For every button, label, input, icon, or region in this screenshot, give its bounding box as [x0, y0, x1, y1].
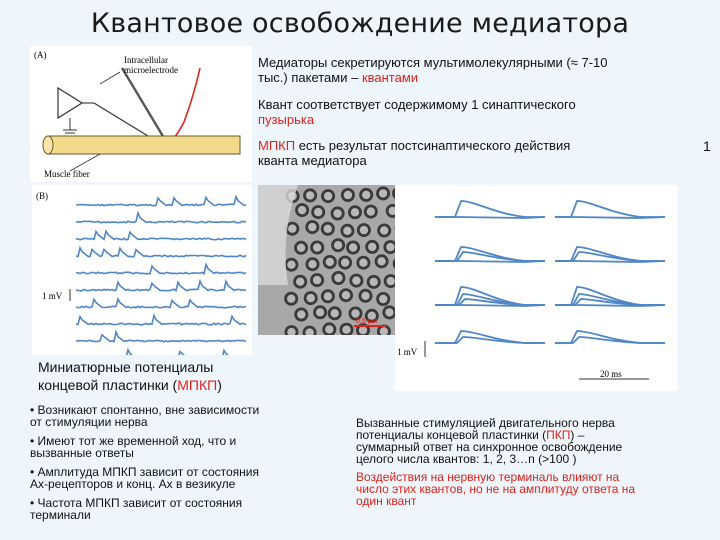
- mepp-caption-box: [32, 355, 252, 399]
- vesicle-lumen: [298, 206, 306, 214]
- epp-term: ПКП: [546, 428, 571, 442]
- vesicle-lumen: [324, 292, 332, 300]
- bullet-4-line2: терминали: [30, 508, 91, 522]
- epp-trace: [435, 261, 545, 262]
- mepp-scale-label: 1 mV: [42, 291, 63, 301]
- mepp-caption-line1: Миниатюрные потенциалы: [38, 359, 214, 375]
- vesicle-lumen: [308, 223, 316, 231]
- electrode-diagram: [30, 46, 252, 182]
- mepp-trace: [76, 213, 246, 223]
- mepp-trace: [76, 316, 246, 325]
- intro-p1-line2: [258, 70, 688, 85]
- bullet-1-line1: • Возникают спонтанно, вне зависимости: [30, 403, 260, 417]
- panel-b-label: (B): [36, 191, 48, 201]
- vesicle-lumen: [308, 260, 316, 268]
- intro-p2-line1: Квант соответствует содержимому 1 синаптического: [258, 97, 576, 112]
- epp-trace: [435, 201, 545, 217]
- vesicle-lumen: [287, 261, 295, 269]
- microelectrode: [122, 68, 164, 138]
- mepp-trace-group: [76, 197, 246, 359]
- intro-p3-line2: кванта медиатора: [258, 153, 367, 168]
- vesicle-lumen: [326, 258, 334, 266]
- electrode-label-pointer: [100, 72, 120, 84]
- epp-trace: [555, 217, 665, 218]
- vesicle-lumen: [297, 244, 305, 252]
- mepp-trace: [76, 281, 246, 291]
- epp-text-line4: целого числа квантов: 1, 2, 3…n (>100 ): [356, 452, 577, 466]
- muscle-fiber-end: [43, 136, 53, 154]
- mepp-caption: [32, 355, 252, 397]
- bullet-1-line2: от стимуляции нерва: [30, 415, 148, 429]
- epp-trace-group: [435, 201, 665, 343]
- bullet-3-line1: • Амплитуда МПКП зависит от состояния: [30, 465, 260, 479]
- electrode-diagram-panel: [30, 46, 252, 182]
- vesicle-lumen: [334, 241, 342, 249]
- intro-paragraph-3: [258, 138, 688, 168]
- vesicle-lumen: [386, 243, 394, 251]
- vesicle-lumen: [287, 295, 295, 303]
- vesicle-lumen: [342, 326, 350, 334]
- vesicle-lumen: [379, 295, 387, 303]
- mepp-trace: [76, 265, 246, 274]
- vesicle-lumen: [297, 310, 305, 318]
- epp-text-line2-c: ) –: [570, 428, 585, 442]
- micrograph-scale-label: 0.5 μm: [356, 318, 378, 325]
- vesicle-lumen: [333, 209, 341, 217]
- quanta-term: квантами: [361, 70, 419, 85]
- epp-note-line3: один квант: [356, 494, 417, 508]
- vesicle-micrograph: [258, 185, 410, 335]
- epp-text-line2-a: потенциалы концевой пластинки (: [356, 428, 547, 442]
- intro-p1-line1: Медиаторы секретируются мультимолекулярными (≈ 7-10: [258, 55, 608, 70]
- epp-text-line3: суммарный ответ на синхронное освобождение: [356, 440, 623, 454]
- epp-note-line1: Воздействия на нервную терминаль влияют на: [356, 470, 620, 484]
- intro-p3-line1: [258, 138, 688, 153]
- epp-note-line2: число этих квантов, но не на амплитуду ответа на: [356, 482, 636, 496]
- vesicle-lumen: [368, 243, 376, 251]
- vesicle-lumen: [288, 225, 296, 233]
- vesicle-lumen: [359, 259, 367, 267]
- vesicle-lumen: [316, 308, 324, 316]
- epp-trace: [555, 201, 665, 217]
- vesicle-lumen: [325, 325, 333, 333]
- epp-trace: [555, 247, 665, 261]
- epp-trace: [555, 305, 665, 306]
- bullet-4-line1: • Частота МПКП зависит от состояния: [30, 496, 243, 510]
- mepp-caption-line2: [38, 376, 246, 394]
- mepp-caption-close: ): [217, 377, 222, 393]
- vesicle-lumen: [344, 191, 352, 199]
- nerve-axon: [172, 68, 200, 140]
- slide-title: Квантовое освобождение медиатора: [90, 8, 630, 39]
- vesicle-lumen: [360, 226, 368, 234]
- mepp-properties-list: [30, 404, 330, 521]
- vesicle-lumen: [352, 276, 360, 284]
- vesicle-lumen: [351, 309, 359, 317]
- bullet-item: [30, 404, 330, 428]
- mepp-trace: [76, 299, 246, 308]
- bullet-item: [30, 435, 330, 459]
- electrode-label-2: microelectrode: [124, 65, 178, 75]
- bullet-2-line2: вызванные ответы: [30, 446, 134, 460]
- intro-paragraph-1: [258, 55, 688, 85]
- mepp-caption-text: концевой пластинки (: [38, 377, 178, 393]
- vesicle-lumen: [314, 208, 322, 216]
- vesicle-lumen: [341, 258, 349, 266]
- vesicle-micrograph-image: [258, 185, 410, 335]
- vesicle-lumen: [313, 276, 321, 284]
- mepp-trace: [76, 248, 246, 257]
- epp-mv-label: 1 mV: [397, 347, 418, 357]
- mepp-caption-term: МПКП: [177, 377, 218, 393]
- epp-trace: [435, 337, 545, 343]
- vesicle-lumen: [361, 292, 369, 300]
- mepp-trace: [76, 332, 246, 342]
- vesicle-lumen: [379, 189, 387, 197]
- bullet-2-line1: • Имеют тот же временной ход, что и: [30, 434, 237, 448]
- vesicle-lumen: [385, 308, 393, 316]
- intro-p1-text: тыс.) пакетами –: [258, 70, 362, 85]
- mepp-term: МПКП: [258, 138, 296, 153]
- muscle-fiber: [48, 136, 240, 154]
- intro-paragraph-2: [258, 97, 688, 127]
- bullet-item: [30, 497, 330, 521]
- epp-traces-chart: [395, 185, 677, 391]
- bullet-item: [30, 466, 330, 490]
- vesicle-lumen: [324, 225, 332, 233]
- electrode-wire: [94, 103, 148, 136]
- bullet-3-line2: Ах-рецепторов и конц. Ах в везикуле: [30, 477, 236, 491]
- panel-a-label: (A): [34, 50, 47, 60]
- epp-traces-panel: [395, 185, 677, 391]
- electrode-label-1: Intracellular: [124, 55, 168, 65]
- vesicle-lumen: [349, 243, 357, 251]
- vesicle-lumen: [343, 227, 351, 235]
- vesicle-lumen: [307, 294, 315, 302]
- epp-trace: [555, 261, 665, 262]
- vesicle-lumen: [334, 274, 342, 282]
- epp-trace: [435, 217, 545, 218]
- epp-text-line1: Вызванные стимуляцией двигательного нерва: [356, 416, 615, 430]
- epp-trace: [435, 305, 545, 306]
- muscle-fiber-label: Muscle fiber: [44, 169, 90, 179]
- mepp-trace: [76, 197, 246, 206]
- vesicle-lumen: [296, 278, 304, 286]
- epp-trace: [435, 247, 545, 261]
- vesicle-term: пузырька: [258, 112, 315, 127]
- vesicle-lumen: [331, 309, 339, 317]
- epp-trace: [435, 331, 545, 343]
- vesicle-lumen: [313, 243, 321, 251]
- page-number: 1: [703, 138, 711, 154]
- vesicle-lumen: [367, 207, 375, 215]
- mepp-trace: [76, 231, 246, 240]
- vesicle-lumen: [370, 278, 378, 286]
- vesicle-lumen: [342, 291, 350, 299]
- vesicle-lumen: [387, 277, 395, 285]
- evoked-epp-description: [356, 417, 706, 507]
- epp-ms-label: 20 ms: [600, 369, 622, 379]
- vesicle-lumen: [324, 192, 332, 200]
- vesicle-lumen: [362, 191, 370, 199]
- amplifier-symbol: [58, 88, 82, 118]
- vesicle-lumen: [380, 226, 388, 234]
- intro-p3-text: есть результат постсинаптического действия: [295, 138, 571, 153]
- vesicle-lumen: [306, 191, 314, 199]
- vesicle-lumen: [359, 326, 367, 334]
- vesicle-lumen: [351, 208, 359, 216]
- vesicle-lumen: [377, 257, 385, 265]
